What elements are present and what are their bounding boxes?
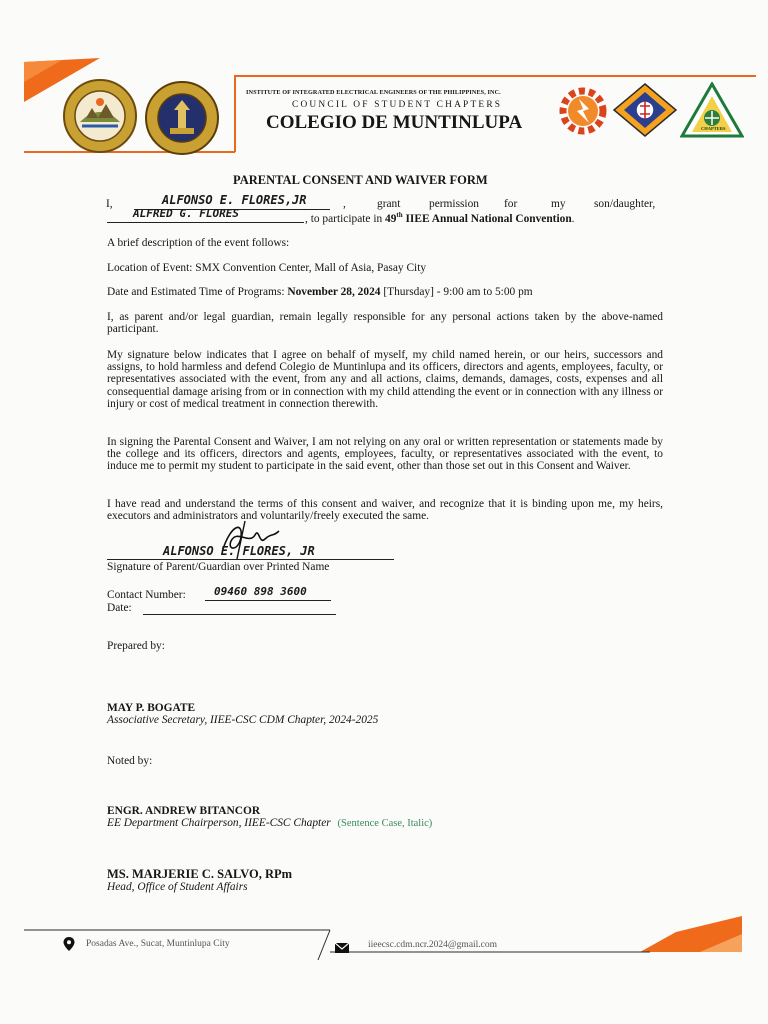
map-pin-icon: [63, 937, 75, 951]
noted-format-note: (Sentence Case, Italic): [337, 818, 433, 829]
child-name-handwritten: ALFRED G. FLORES: [133, 207, 239, 220]
date-bold: November 28, 2024: [287, 286, 381, 298]
council-name: COUNCIL OF STUDENT CHAPTERS: [292, 100, 503, 110]
to-participate-text: , to participate in: [305, 212, 386, 225]
line1-for: for: [504, 198, 518, 210]
footer-email[interactable]: iieecsc.cdm.ncr.2024@gmail.com: [368, 940, 498, 950]
signature-label: Signature of Parent/Guardian over Printed Name: [107, 561, 330, 573]
line1-comma: ,: [343, 198, 346, 210]
line1-permission: permission: [429, 198, 479, 210]
participation-line: [305, 211, 575, 225]
paragraph-acknowledgement: I have read and understand the terms of this consent and waiver, and recognize that it is binding upon me, my heirs, executors and administrators and voluntarily/freely executed the same.: [107, 498, 663, 523]
paragraph-no-reliance: In signing the Parental Consent and Waiver, I am not relying on any oral or written representation or statements made by the college and its officers, directors and agents, employees, faculty, or representatives associated with the event, to induce me to permit my student to participate in the said event, other than those set out in this Consent and Waiver.: [107, 436, 663, 473]
student-chapters-triangle-badge: [680, 82, 744, 138]
contact-label: Contact Number:: [107, 589, 186, 601]
date-prefix: Date and Estimated Time of Programs:: [107, 286, 288, 298]
footer-address: Posadas Ave., Sucat, Muntinlupa City: [86, 939, 230, 949]
school-name: COLEGIO DE MUNTINLUPA: [266, 112, 523, 133]
institute-name: INSTITUTE OF INTEGRATED ELECTRICAL ENGINEERS OF THE PHILIPPINES, INC.: [246, 89, 501, 96]
event-date: [107, 286, 663, 298]
event-ordinal: th: [396, 211, 403, 219]
badge-text: CHAPTERS: [701, 126, 726, 131]
muntinlupa-city-seal: [62, 78, 138, 154]
paragraph-hold-harmless: My signature below indicates that I agree on behalf of myself, my child named herein, or our heirs, successors and assigns, to hold harmless and defend Colegio de Muntinlupa and its officers, directors and agents, employees, faculty, or representatives associated with the event, from any and all actions, claims, demands, damages, costs, expenses and all consequential damage arising from or in connection with my child attending the event or in connection with any illness or injury or cost of medical treatment in connection therewith.: [107, 349, 663, 410]
child-name-line: [107, 222, 304, 223]
form-title: PARENTAL CONSENT AND WAIVER FORM: [233, 173, 488, 187]
footer-decoration: [0, 900, 768, 970]
event-name: IIEE Annual National Convention: [402, 212, 572, 225]
osa-head-title: Head, Office of Student Affairs: [107, 881, 248, 893]
signature-line: [107, 559, 394, 560]
noted-title: EE Department Chairperson, IIEE-CSC Chapter: [107, 817, 331, 829]
colegio-de-muntinlupa-seal: [144, 80, 220, 156]
preparer-name: MAY P. BOGATE: [107, 702, 196, 714]
parent-name-handwritten: ALFONSO E. FLORES,JR: [162, 193, 307, 207]
line1-my: my: [551, 198, 566, 210]
line1-son-daughter: son/daughter,: [594, 198, 656, 210]
noted-by-label: Noted by:: [107, 755, 153, 767]
preparer-title: Associative Secretary, IIEE-CSC CDM Chapter, 2024-2025: [107, 714, 379, 726]
line1-grant: grant: [377, 198, 401, 210]
noted-name: ENGR. ANDREW BITANCOR: [107, 805, 261, 817]
osa-head-name: MS. MARJERIE C. SALVO, RPm: [107, 867, 293, 881]
paragraph-responsibility: I, as parent and/or legal guardian, remain legally responsible for any personal actions taken by the above-named participant.: [107, 311, 663, 336]
envelope-icon: [335, 940, 349, 950]
date-suffix: [Thursday] - 9:00 am to 5:00 pm: [380, 286, 533, 298]
event-number: 49: [385, 212, 397, 225]
date-line: [143, 614, 336, 615]
noted-title-line: [107, 817, 432, 829]
contact-line: [205, 600, 331, 601]
parent-printed-name-handwritten: ALFONSO E. FLORES, JR: [163, 544, 315, 558]
prepared-by-label: Prepared by:: [107, 640, 165, 652]
date-label: Date:: [107, 602, 132, 614]
line1-i: I,: [106, 198, 113, 210]
event-location: Location of Event: SMX Convention Center, Mall of Asia, Pasay City: [107, 262, 427, 274]
iiee-csc-diamond-logo: [612, 82, 678, 138]
participation-period: .: [571, 212, 575, 225]
iiee-gear-logo: [556, 84, 610, 138]
contact-number-handwritten: 09460 898 3600: [214, 585, 307, 598]
brief-description: A brief description of the event follows:: [107, 237, 290, 249]
